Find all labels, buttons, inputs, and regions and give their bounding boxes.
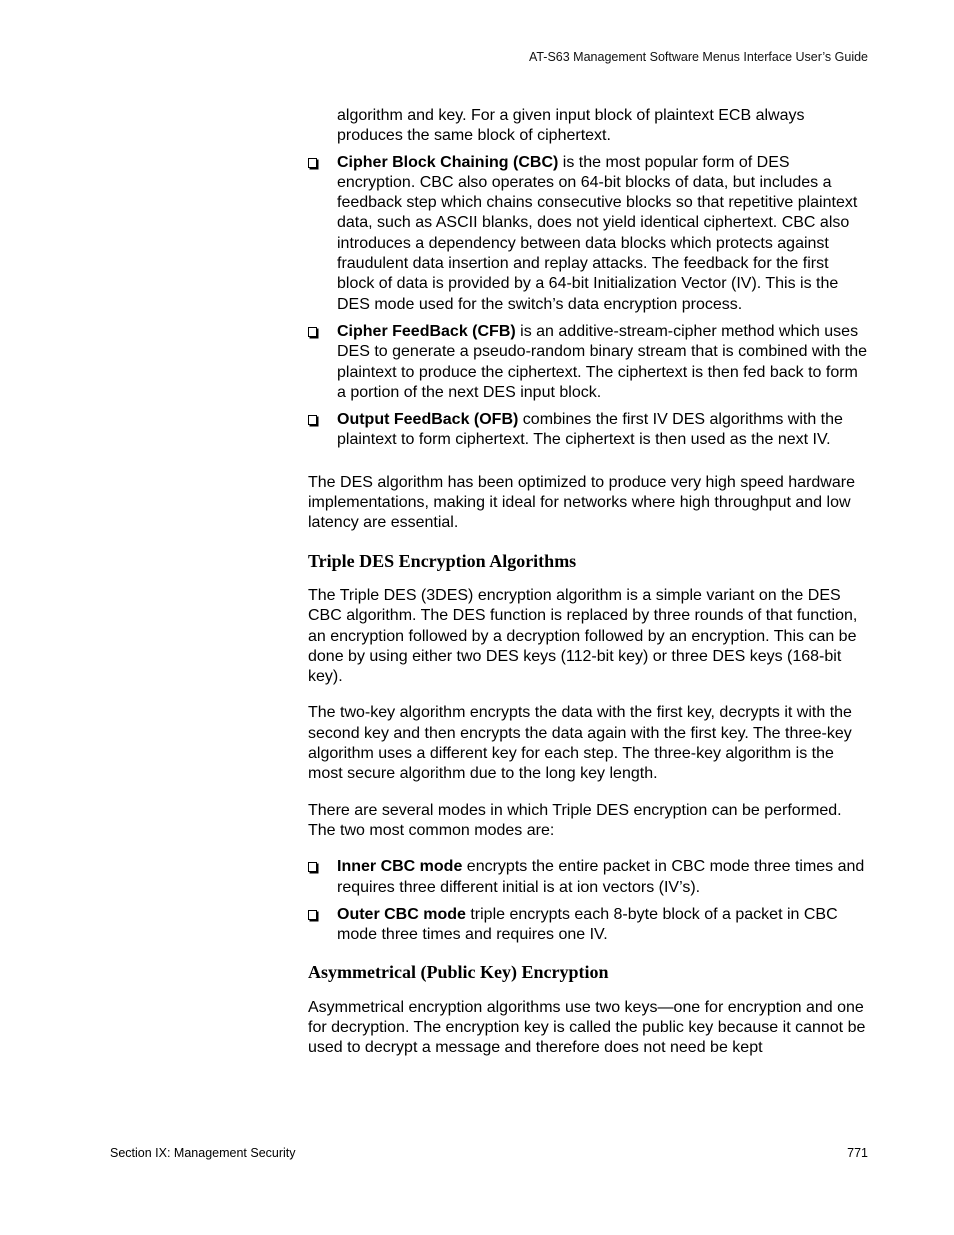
paragraph: Asymmetrical encryption algorithms use two keys—one for encryption and one for decryption. The encryption key is called the public key because it cannot be used to decrypt a message and therefore does not need be kept	[308, 998, 866, 1057]
checkbox-bullet-icon	[308, 327, 317, 337]
term: Output FeedBack (OFB)	[337, 411, 519, 429]
list-item	[308, 857, 868, 898]
term-description: combines the first IV DES algorithms with the plaintext to form ciphertext. The ciphertext is then used as the next IV.	[337, 411, 843, 449]
term: Cipher Block Chaining (CBC)	[337, 153, 559, 171]
checkbox-bullet-icon	[308, 862, 317, 872]
section-heading: Asymmetrical (Public Key) Encryption	[308, 962, 609, 983]
checkbox-bullet-icon	[308, 415, 317, 425]
term: Inner CBC mode	[337, 858, 463, 876]
checkbox-bullet-icon	[308, 910, 317, 920]
list-item	[308, 322, 868, 403]
page-body	[308, 106, 868, 1075]
paragraph: The Triple DES (3DES) encryption algorithm is a simple variant on the DES CBC algorithm. The DES function is replaced by three rounds of that function, an encryption followed by a decryption followed by an encryption. This can be done by using either two DES keys (112-bit key) or three DES keys (168-bit key).	[308, 586, 858, 686]
term-description: encrypts the entire packet in CBC mode three times and requires three different initial is at ion vectors (IV’s).	[337, 858, 865, 896]
paragraph: There are several modes in which Triple DES encryption can be performed. The two most common modes are:	[308, 801, 842, 839]
term-description: is the most popular form of DES encryption. CBC also operates on 64-bit blocks of data, but includes a feedback step which chains consecutive blocks so that repetitive plaintext data, such as ASCII blanks, does not yield identical ciphertext. CBC also introduces a dependency between data blocks which protects against fraudulent data insertion and replay attacks. The feedback for the first block of data is provided by a 64-bit Initialization Vector (IV). This is the DES mode used for the switch’s data encryption process.	[337, 153, 858, 313]
footer-section: Section IX: Management Security	[110, 1146, 296, 1160]
term: Cipher FeedBack (CFB)	[337, 322, 516, 340]
checkbox-bullet-icon	[308, 158, 317, 168]
term: Outer CBC mode	[337, 905, 466, 923]
list-item	[308, 410, 868, 451]
term-description: is an additive-stream-cipher method which uses DES to generate a pseudo-random binary stream that is combined with the plaintext to produce the ciphertext. The ciphertext is then fed back to form a portion of the next DES input block.	[337, 322, 868, 401]
term-description: triple encrypts each 8-byte block of a packet in CBC mode three times and requires one IV.	[337, 905, 838, 944]
section-heading: Triple DES Encryption Algorithms	[308, 550, 577, 571]
page-number: 771	[847, 1146, 868, 1160]
paragraph: The DES algorithm has been optimized to produce very high speed hardware implementations, making it ideal for networks where high throughput and low latency are essential.	[308, 473, 855, 532]
running-header: AT-S63 Management Software Menus Interface User’s Guide	[528, 50, 868, 64]
list-item	[308, 905, 868, 946]
paragraph: The two-key algorithm encrypts the data with the first key, decrypts it with the second key and then encrypts the data again with the first key. The three-key algorithm uses a different key for each step. The three-key algorithm is the most secure algorithm due to the long key length.	[308, 704, 852, 783]
list-item	[308, 153, 868, 315]
continuation-text: algorithm and key. For a given input block of plaintext ECB always produces the same block of ciphertext.	[337, 107, 805, 145]
